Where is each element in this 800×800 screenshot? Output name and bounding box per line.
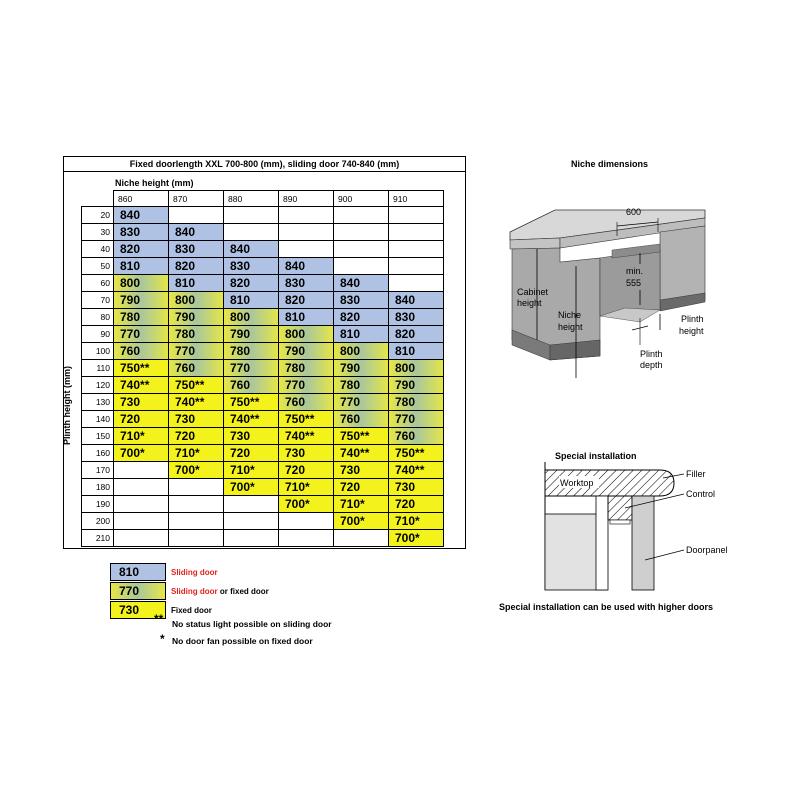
door-length-cell: [169, 496, 224, 513]
door-length-cell: 700*: [224, 479, 279, 496]
special-installation-title: Special installation: [555, 451, 637, 461]
door-length-cell: 750**: [279, 411, 334, 428]
door-length-cell: 800: [334, 343, 389, 360]
door-length-cell: [279, 224, 334, 241]
plinth-height-cell: 80: [82, 309, 114, 326]
door-length-cell: 710*: [114, 428, 169, 445]
door-length-cell: [389, 258, 444, 275]
door-length-cell: 830: [334, 292, 389, 309]
legend-label-fixed: Fixed door: [171, 606, 212, 615]
niche-height-col: 860: [114, 191, 169, 207]
door-length-cell: 710*: [334, 496, 389, 513]
door-length-cell: [169, 207, 224, 224]
door-length-cell: 720: [334, 479, 389, 496]
door-length-cell: [389, 207, 444, 224]
plinth-height-cell: 30: [82, 224, 114, 241]
plinth-height-cell: 120: [82, 377, 114, 394]
table-row: [82, 326, 444, 343]
plinth-height-cell: 90: [82, 326, 114, 343]
door-length-cell: [224, 530, 279, 547]
note-mark-double: **: [154, 612, 164, 626]
door-length-cell: 810: [224, 292, 279, 309]
plinth-height-label-2: height: [679, 326, 704, 336]
door-length-cell: 840: [224, 241, 279, 258]
door-length-cell: 720: [169, 428, 224, 445]
cabinet-height-label-1: Cabinet: [517, 287, 549, 297]
door-length-cell: [114, 462, 169, 479]
table-row: [82, 462, 444, 479]
door-length-cell: 780: [169, 326, 224, 343]
door-length-cell: [334, 258, 389, 275]
legend-label-both-red: Sliding door: [171, 587, 218, 596]
door-length-cell: 750**: [389, 445, 444, 462]
door-length-cell: [114, 530, 169, 547]
door-length-cell: 710*: [224, 462, 279, 479]
door-length-cell: [389, 241, 444, 258]
door-length-cell: [334, 224, 389, 241]
table-row: [82, 275, 444, 292]
table-row: [82, 343, 444, 360]
door-length-cell: 730: [169, 411, 224, 428]
door-length-cell: 810: [279, 309, 334, 326]
niche-height-col: 900: [334, 191, 389, 207]
door-length-cell: 800: [389, 360, 444, 377]
table-row: [82, 411, 444, 428]
plinth-depth-label-1: Plinth: [640, 349, 663, 359]
door-length-cell: 820: [389, 326, 444, 343]
door-length-cell: 710*: [279, 479, 334, 496]
door-length-cell: [224, 513, 279, 530]
door-length-cell: 830: [389, 309, 444, 326]
table-row: [82, 428, 444, 445]
door-length-cell: 730: [389, 479, 444, 496]
niche-height-col: 880: [224, 191, 279, 207]
plinth-height-cell: 150: [82, 428, 114, 445]
table-row: [82, 377, 444, 394]
plinth-height-cell: 190: [82, 496, 114, 513]
door-length-cell: 720: [224, 445, 279, 462]
doorpanel-label: Doorpanel: [686, 545, 728, 555]
door-length-cell: 820: [224, 275, 279, 292]
door-length-cell: 830: [114, 224, 169, 241]
door-length-cell: 700*: [114, 445, 169, 462]
control-label: Control: [686, 489, 716, 499]
door-length-cell: 730: [279, 445, 334, 462]
door-length-cell: 740**: [224, 411, 279, 428]
door-length-cell: 810: [169, 275, 224, 292]
door-length-cell: 800: [169, 292, 224, 309]
niche-height-col: 890: [279, 191, 334, 207]
door-length-cell: 760: [224, 377, 279, 394]
door-length-cell: 760: [279, 394, 334, 411]
door-length-cell: 840: [169, 224, 224, 241]
corner-cell: [82, 191, 114, 207]
width-600-label: 600: [626, 207, 642, 217]
table-row: [82, 479, 444, 496]
plinth-height-cell: 100: [82, 343, 114, 360]
plinth-height-cell: 180: [82, 479, 114, 496]
door-length-cell: 790: [279, 343, 334, 360]
door-length-cell: 730: [224, 428, 279, 445]
table-row: [82, 496, 444, 513]
door-length-cell: 830: [279, 275, 334, 292]
door-length-cell: [114, 513, 169, 530]
control-block: [608, 496, 632, 520]
door-length-cell: 810: [389, 343, 444, 360]
door-length-cell: 790: [114, 292, 169, 309]
door-length-cell: [114, 496, 169, 513]
door-length-cell: 710*: [169, 445, 224, 462]
doorlength-table: [81, 190, 444, 547]
filler-label: Filler: [686, 469, 706, 479]
note-status-light: No status light possible on sliding door: [172, 619, 332, 629]
legend-swatch-both: 770: [110, 582, 166, 600]
door-length-cell: [279, 207, 334, 224]
table-row: [82, 394, 444, 411]
note-mark-single: *: [160, 632, 165, 646]
table-row: [82, 530, 444, 547]
legend-swatch-sliding: 810: [110, 563, 166, 581]
door-length-cell: [389, 224, 444, 241]
door-length-cell: 760: [389, 428, 444, 445]
niche-height-col: 870: [169, 191, 224, 207]
table-row: [82, 224, 444, 241]
door-length-cell: 770: [169, 343, 224, 360]
door-length-cell: [334, 530, 389, 547]
plinth-height-cell: 20: [82, 207, 114, 224]
plinth-height-cell: 40: [82, 241, 114, 258]
worktop-label: Worktop: [560, 478, 594, 488]
door-length-cell: 770: [224, 360, 279, 377]
door-length-cell: 800: [279, 326, 334, 343]
door-length-cell: 830: [169, 241, 224, 258]
plinth-height-cell: 170: [82, 462, 114, 479]
door-length-cell: 790: [389, 377, 444, 394]
door-length-cell: 770: [114, 326, 169, 343]
plinth-depth-label-2: depth: [640, 360, 663, 370]
door-length-cell: [279, 530, 334, 547]
door-length-cell: 830: [224, 258, 279, 275]
plinth-height-label-1: Plinth: [681, 314, 704, 324]
niche-height-label-2: height: [558, 322, 583, 332]
door-length-cell: 740**: [334, 445, 389, 462]
door-length-cell: 710*: [389, 513, 444, 530]
door-length-cell: [224, 496, 279, 513]
door-length-cell: 760: [334, 411, 389, 428]
niche-height-col: 910: [389, 191, 444, 207]
worktop-front: [510, 238, 560, 249]
legend-label-sliding: Sliding door: [171, 568, 218, 577]
door-length-cell: 700*: [169, 462, 224, 479]
min-value-label: 555: [626, 278, 642, 288]
niche-diagram: [495, 180, 725, 390]
door-length-cell: 780: [389, 394, 444, 411]
door-length-cell: 700*: [334, 513, 389, 530]
door-length-cell: 770: [334, 394, 389, 411]
cabinet-height-label-2: height: [517, 298, 542, 308]
table-row: [82, 292, 444, 309]
door-length-cell: [114, 479, 169, 496]
door-length-cell: 820: [334, 309, 389, 326]
door-length-cell: [224, 224, 279, 241]
filler-strip: [596, 496, 608, 590]
niche-height-label-1: Niche: [558, 310, 582, 320]
door-length-cell: 790: [169, 309, 224, 326]
door-length-cell: 730: [114, 394, 169, 411]
door-length-cell: 840: [279, 258, 334, 275]
door-length-cell: 750**: [169, 377, 224, 394]
door-length-cell: 730: [334, 462, 389, 479]
door-length-cell: 820: [169, 258, 224, 275]
door-length-cell: 750**: [114, 360, 169, 377]
door-length-cell: 760: [169, 360, 224, 377]
plinth-height-cell: 130: [82, 394, 114, 411]
special-installation-caption: Special installation can be used with higher doors: [499, 602, 714, 612]
table-row: [82, 360, 444, 377]
door-length-cell: [279, 241, 334, 258]
door-length-cell: [169, 530, 224, 547]
door-length-cell: 790: [224, 326, 279, 343]
door-length-cell: 770: [279, 377, 334, 394]
door-length-cell: 790: [334, 360, 389, 377]
table-row: [82, 241, 444, 258]
table-row: [82, 513, 444, 530]
door-length-cell: 760: [114, 343, 169, 360]
table-row: [82, 445, 444, 462]
door-length-cell: 840: [389, 292, 444, 309]
niche-height-header-row: [82, 191, 444, 207]
door-length-cell: 810: [114, 258, 169, 275]
note-door-fan: No door fan possible on fixed door: [172, 636, 313, 646]
plinth-height-cell: 160: [82, 445, 114, 462]
door-length-cell: 720: [114, 411, 169, 428]
plinth-height-cell: 110: [82, 360, 114, 377]
door-length-cell: [224, 207, 279, 224]
table-row: [82, 309, 444, 326]
door-length-cell: [334, 207, 389, 224]
control-strip: [610, 520, 630, 524]
table-row: [82, 258, 444, 275]
door-length-cell: 700*: [279, 496, 334, 513]
door-length-cell: 720: [389, 496, 444, 513]
table-body: [82, 207, 444, 547]
door-length-cell: [169, 479, 224, 496]
door-length-cell: 840: [334, 275, 389, 292]
door-length-cell: 740**: [169, 394, 224, 411]
special-installation-diagram: [530, 462, 760, 592]
table-title: Fixed doorlength XXL 700-800 (mm), sliding door 740-840 (mm): [64, 157, 465, 172]
door-length-cell: 770: [389, 411, 444, 428]
door-length-cell: 780: [114, 309, 169, 326]
door-length-cell: 800: [114, 275, 169, 292]
door-length-cell: 820: [279, 292, 334, 309]
legend-swatch-fixed: 730: [110, 601, 166, 619]
door-length-cell: 700*: [389, 530, 444, 547]
door-length-cell: 780: [334, 377, 389, 394]
legend-label-both-rest: or fixed door: [217, 587, 269, 596]
door-length-cell: 780: [224, 343, 279, 360]
plinth-height-label: Plinth height (mm): [62, 366, 72, 445]
plinth-height-cell: 140: [82, 411, 114, 428]
plinth-height-cell: 210: [82, 530, 114, 547]
door-length-cell: 720: [279, 462, 334, 479]
plinth-height-cell: 60: [82, 275, 114, 292]
door-length-cell: 750**: [334, 428, 389, 445]
plinth-height-cell: 50: [82, 258, 114, 275]
door-length-cell: 750**: [224, 394, 279, 411]
plinth-height-cell: 200: [82, 513, 114, 530]
door-length-cell: [169, 513, 224, 530]
door-length-cell: 820: [114, 241, 169, 258]
min-label: min.: [626, 266, 644, 276]
niche-diagram-title: Niche dimensions: [571, 159, 649, 169]
door-length-cell: [279, 513, 334, 530]
door-length-cell: [334, 241, 389, 258]
door-length-cell: 740**: [114, 377, 169, 394]
door-length-cell: 800: [224, 309, 279, 326]
table-row: [82, 207, 444, 224]
legend-label-both: [171, 587, 269, 596]
niche-height-label: Niche height (mm): [115, 178, 194, 188]
door-length-cell: 840: [114, 207, 169, 224]
doorpanel: [632, 496, 654, 590]
door-length-cell: 810: [334, 326, 389, 343]
door-length-cell: 780: [279, 360, 334, 377]
door-length-cell: 740**: [279, 428, 334, 445]
door-length-cell: 740**: [389, 462, 444, 479]
plinth-height-cell: 70: [82, 292, 114, 309]
door-length-cell: [389, 275, 444, 292]
